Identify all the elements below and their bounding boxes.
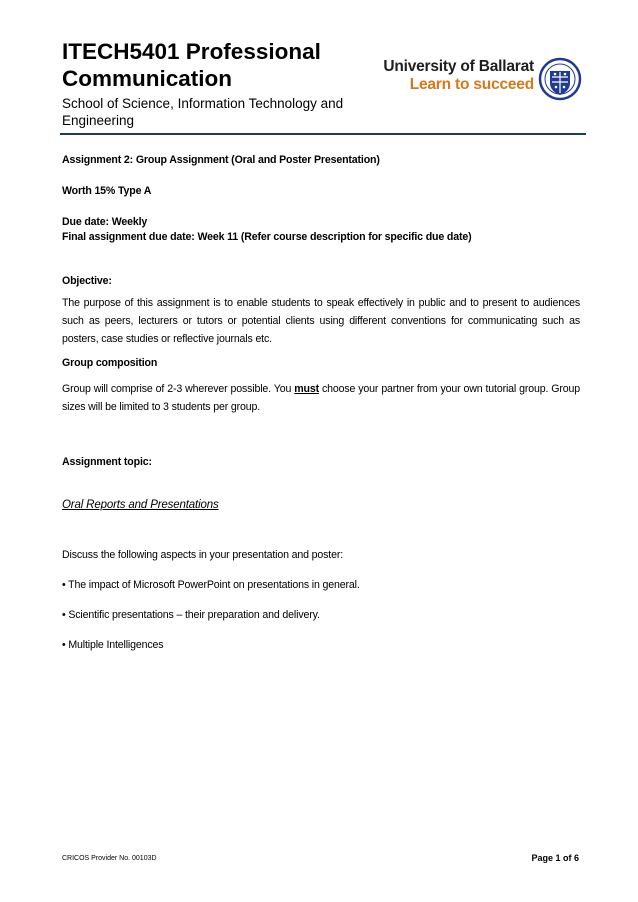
final-due-date: Final assignment due date: Week 11 (Refer course description for specific due date) [62, 231, 472, 243]
bullet-item: • Scientific presentations – their preparation and delivery. [62, 609, 320, 621]
group-text [62, 380, 580, 416]
due-date-weekly: Due date: Weekly [62, 216, 148, 228]
topic-intro: Discuss the following aspects in your presentation and poster: [62, 549, 344, 561]
group-must-emphasis: must [294, 383, 319, 395]
school-name: School of Science, Information Technology and Engineering [62, 96, 344, 128]
topic-heading: Assignment topic: [62, 456, 152, 468]
cricos-provider: CRICOS Provider No. 00103D [62, 855, 157, 862]
group-text-end: choose your partner from your own tutorial group. Group sizes will be limited to 3 students per group. [62, 383, 580, 413]
assignment-title: Assignment 2: Group Assignment (Oral and Poster Presentation) [62, 154, 380, 166]
bullet-item: • Multiple Intelligences [62, 639, 164, 651]
university-logo [382, 55, 582, 105]
topic-subtitle: Oral Reports and Presentations [62, 499, 219, 511]
objective-heading: Objective: [62, 275, 112, 287]
objective-text: The purpose of this assignment is to enable students to speak effectively in public and to present to audiences such as peers, lecturers or tutors or potential clients using different conventions for communicating such as posters, case studies or reflective journals etc. [62, 297, 580, 345]
logo-tagline: Learn to succeed [409, 76, 534, 93]
group-heading: Group composition [62, 357, 158, 369]
page-number: Page 1 of 6 [531, 853, 579, 863]
crest-icon [538, 55, 582, 103]
bullet-item: • The impact of Microsoft PowerPoint on presentations in general. [62, 579, 360, 591]
header-divider [60, 133, 586, 135]
assignment-worth: Worth 15% Type A [62, 185, 152, 197]
course-title: ITECH5401 Professional Communication [62, 39, 321, 91]
logo-university-name: University of Ballarat [383, 58, 534, 75]
group-text-start: Group will comprise of 2-3 wherever possible. You [62, 383, 295, 395]
